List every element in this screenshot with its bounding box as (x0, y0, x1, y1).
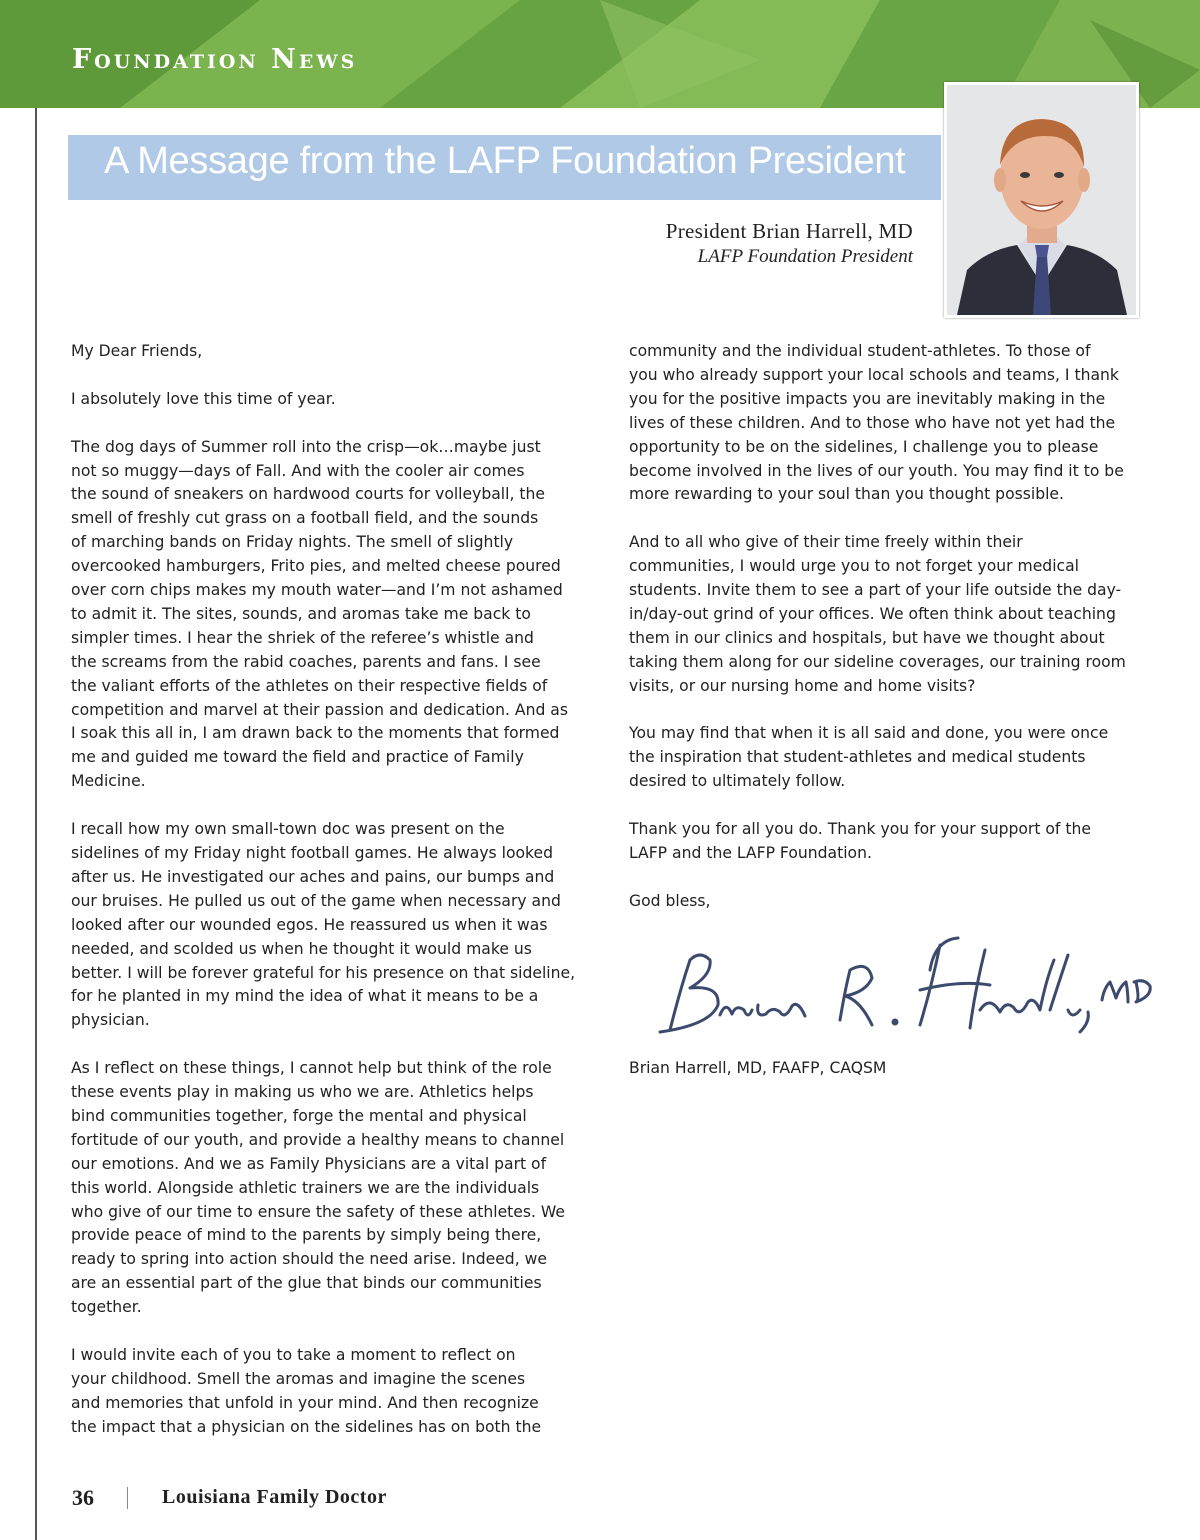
letter-left-column (71, 340, 611, 1464)
letter-paragraph: I would invite each of you to take a moment to reflect on your childhood. Smell the aromas and imagine the scenes and memories that unfold in your mind. And then recognize the impact that a physician on the sidelines has on both the (71, 1345, 542, 1436)
letter-paragraph: And to all who give of their time freely within their communities, I would urge you to not forget your medical students. Invite them to see a part of your life outside the day- in/day-out grind of your offices. We often think about teaching them in our clinics and hospitals, but have we thought about taking them along for our sideline coverages, our training room visits, or our nursing home and home visits? (629, 533, 1126, 695)
handwritten-signature (640, 930, 1160, 1040)
byline (666, 218, 913, 269)
portrait-illustration (947, 85, 1136, 315)
footer-divider (127, 1487, 128, 1509)
letter-paragraph: My Dear Friends, (71, 342, 203, 360)
letter-paragraph: You may find that when it is all said and done, you were once the inspiration that student-athletes and medical students desired to ultimately follow. (629, 724, 1109, 791)
letter-paragraph: God bless, (629, 891, 711, 910)
left-rule (35, 108, 37, 1540)
signer-credentials: Brian Harrell, MD, FAAFP, CAQSM (629, 1059, 887, 1077)
letter-paragraph: The dog days of Summer roll into the crisp—ok…maybe just not so muggy—days of Fall. And with the cooler air comes the sound of sneakers on hardwood courts for volleyball, the smell of freshly cut grass on a football field, and the sounds of marching bands on Friday nights. The smell of slightly overcooked hamburgers, Frito pies, and melted cheese poured over corn chips makes my mouth water—and I’m not ashamed to admit it. The sites, sounds, and aromas take me back to simpler times. I hear the shriek of the referee’s whistle and the screams from the rabid coaches, parents and fans. I see the valiant efforts of the athletes on their respective fields of competition and marvel at their passion and dedication. And as I soak this all in, I am drawn back to the moments that formed me and guided me toward the field and practice of Family Medicine. (71, 437, 568, 791)
byline-name: President Brian Harrell, MD (665, 219, 913, 243)
page-number: 36 (72, 1485, 94, 1510)
portrait-photo (944, 82, 1139, 318)
signature-strokes (640, 930, 1160, 1040)
section-label: Foundation News (72, 44, 358, 75)
article-title: A Message from the LAFP Foundation President (104, 140, 906, 182)
letter-paragraph: I absolutely love this time of year. (71, 389, 336, 408)
letter-right-column (629, 340, 1174, 938)
letter-paragraph: Thank you for all you do. Thank you for your support of the LAFP and the LAFP Foundation. (629, 820, 1091, 862)
publication-name: Louisiana Family Doctor (162, 1486, 387, 1508)
letter-paragraph: I recall how my own small-town doc was present on the sidelines of my Friday night football games. He always looked after us. He investigated our aches and pains, our bumps and our bruises. He pulled us out of the game when necessary and looked after our wounded egos. He reassured us when it was needed, and scolded us when he thought it would make us better. I will be forever grateful for his presence on that sideline, for he planted in my mind the idea of what it means to be a physician. (71, 820, 576, 1030)
letter-paragraph: As I reflect on these things, I cannot help but think of the role these events play in making us who we are. Athletics helps bind communities together, forge the mental and physical fortitude of our youth, and provide a healthy means to channel our emotions. And we as Family Physicians are a vital part of this world. Alongside athletic trainers we are the individuals who give of our time to ensure the safety of these athletes. We provide peace of mind to the parents by simply being there, ready to spring into action should the need arise. Indeed, we are an essential part of the glue that binds our communities together. (71, 1059, 566, 1317)
byline-role: LAFP Foundation President (697, 246, 913, 267)
letter-paragraph: community and the individual student-athletes. To those of you who already support your local schools and teams, I thank you for the positive impacts you are inevitably making in the lives of these children. And to those who have not yet had the opportunity to be on the sidelines, I challenge you to please become involved in the lives of our youth. You may find it to be more rewarding to your soul than you thought possible. (629, 342, 1124, 504)
